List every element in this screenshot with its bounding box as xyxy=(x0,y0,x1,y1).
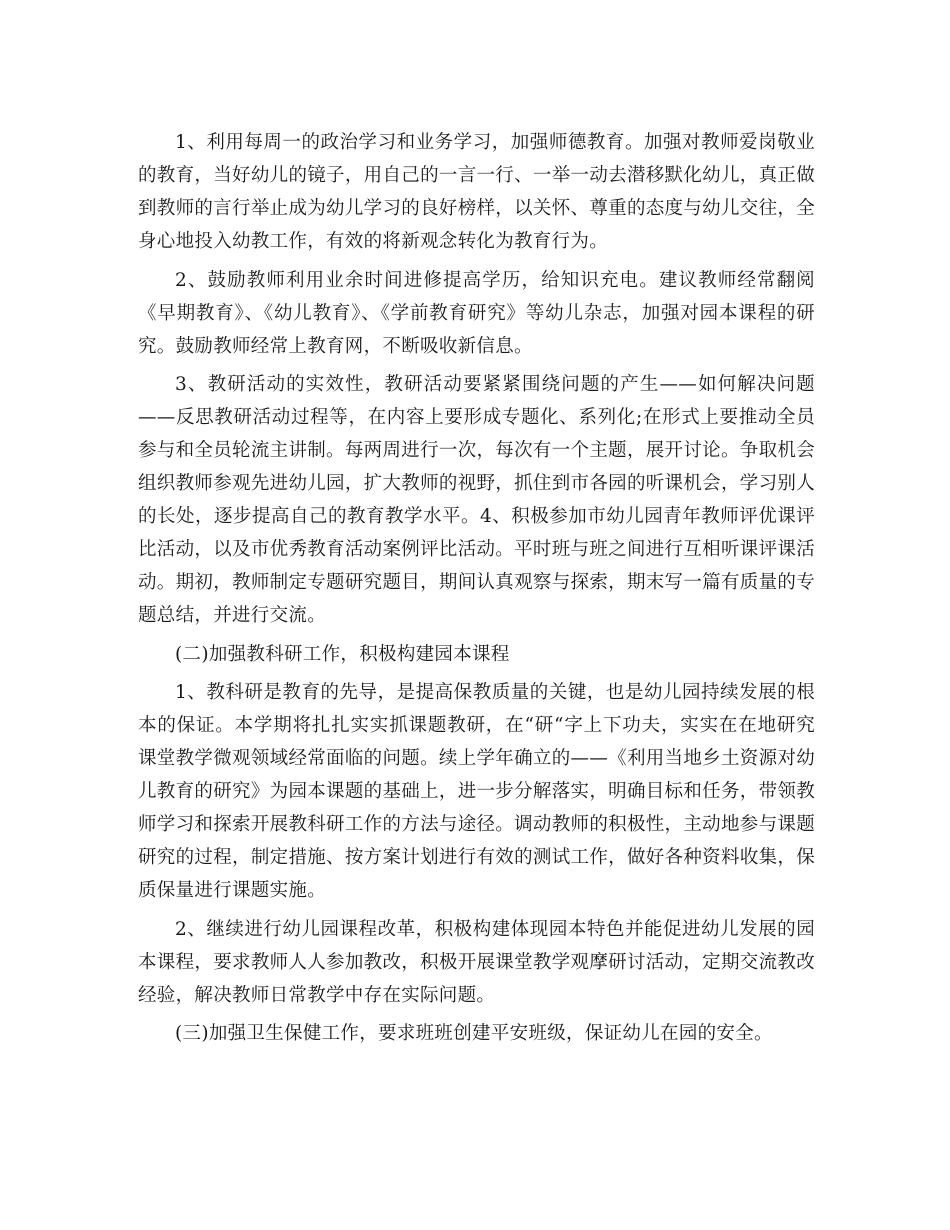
paragraph-teaching-research: 3、教研活动的实效性，教研活动要紧紧围绕问题的产生——如何解决问题——反思教研活动过程等，在内容上要形成专题化、系列化;在形式上要推动全员参与和全员轮流主讲制。每两周进行一次，每次有一个主题，展开讨论。争取机会组织教师参观先进幼儿园，扩大教师的视野，抓住到市各园的听课机会，学习别人的长处，逐步提高自己的教育教学水平。4、积极参加市幼儿园青年教师评优课评比活动，以及市优秀教育活动案例评比活动。平时班与班之间进行互相听课评课活动。期初，教师制定专题研究题目，期间认真观察与探索，期末写一篇有质量的专题总结，并进行交流。 xyxy=(138,374,815,626)
section-heading-health-care: (三)加强卫生保健工作，要求班班创建平安班级，保证幼儿在园的安全。 xyxy=(175,1023,773,1044)
paragraph-further-study: 2、鼓励教师利用业余时间进修提高学历，给知识充电。建议教师经常翻阅《早期教育》、《幼儿教育》、《学前教育研究》等幼儿杂志，加强对园本课程的研究。鼓励教师经常上教育网，不断吸收新信息。 xyxy=(138,269,815,357)
paragraph-research-guidance: 1、教科研是教育的先导，是提高保教质量的关键，也是幼儿园持续发展的根本的保证。本学期将扎扎实实抓课题教研，在“研“字上下功夫，实实在在地研究课堂教学微观领域经常面临的问题。续上学年确立的——《利用当地乡土资源对幼儿教育的研究》为园本课题的基础上，进一步分解落实，明确目标和任务，带领教师学习和探索开展教科研工作的方法与途径。调动教师的积极性，主动地参与课题研究的过程，制定措施、按方案计划进行有效的测试工作，做好各种资料收集，保质保量进行课题实施。 xyxy=(138,682,815,901)
paragraph-curriculum-reform: 2、继续进行幼儿园课程改革，积极构建体现园本特色并能促进幼儿发展的园本课程，要求教师人人参加教改，积极开展课堂教学观摩研讨活动，定期交流教改经验，解决教师日常教学中存在实际问题。 xyxy=(138,918,815,1006)
document-body xyxy=(138,126,815,1056)
section-heading-research-work: (二)加强教科研工作，积极构建园本课程 xyxy=(175,643,510,665)
paragraph-ethics-education: 1、利用每周一的政治学习和业务学习，加强师德教育。加强对教师爱岗敬业的教育，当好幼儿的镜子，用自己的一言一行、一举一动去潜移默化幼儿，真正做到教师的言行举止成为幼儿学习的良好榜样，以关怀、尊重的态度与幼儿交往，全身心地投入幼教工作，有效的将新观念转化为教育行为。 xyxy=(138,132,815,252)
